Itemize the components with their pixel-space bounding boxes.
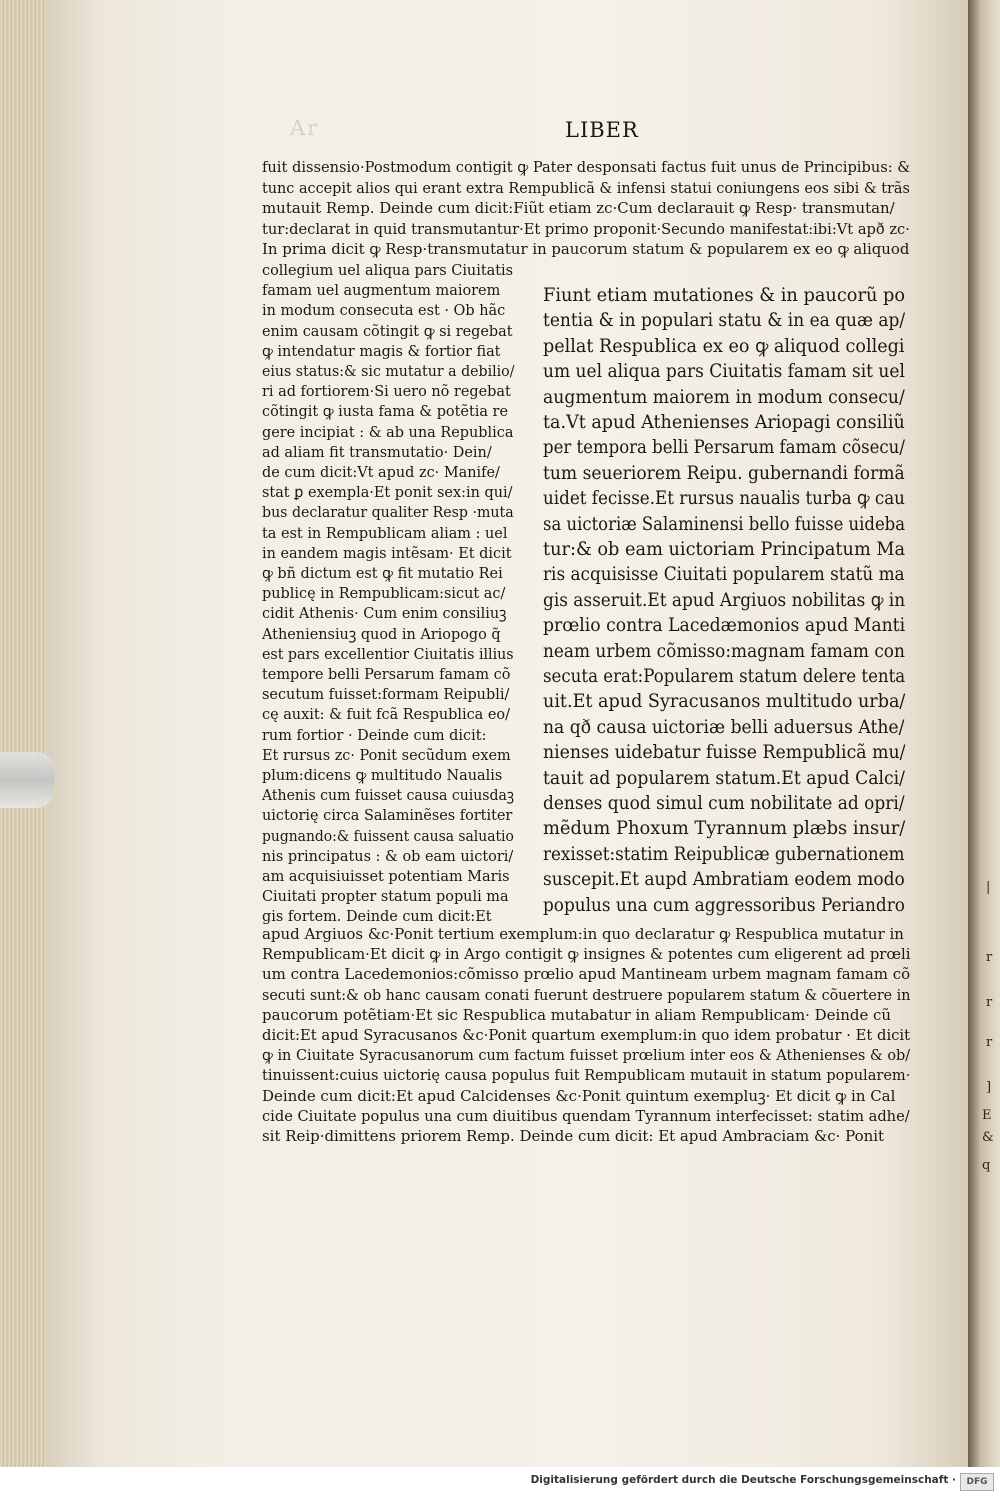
commentary-line: fuit dissensio·Postmodum contigit ꝙ Pater desponsati factus fuit unus de Principibus: & — [262, 158, 911, 176]
commentary-line: rum fortior · Deinde cum dicit: — [262, 725, 487, 744]
facing-page-fragment: ] — [986, 1080, 992, 1095]
commentary-line: mutauit Remp. Deinde cum dicit:Fiũt etiam zc·Cum declarauit ꝙ Resp· transmutan/ — [262, 199, 895, 217]
text-line: augmentum maiorem in modum consecu/ — [543, 386, 905, 408]
text-line: per tempora belli Persarum famam cõsecu/ — [543, 437, 905, 459]
commentary-line: Rempublicam·Et dicit ꝙ in Argo contigit ꝙ insignes & potentes cum eligerent ad prœli — [262, 945, 911, 964]
commentary-line: stat ꝑ exempla·Et ponit sex:in qui/ — [262, 483, 513, 502]
facing-page-edge — [968, 0, 1000, 1467]
commentary-line: gere incipiat : & ab una Republica — [262, 422, 514, 441]
commentary-line: cõtingit ꝙ iusta fama & potẽtia re — [262, 402, 509, 421]
commentary-line: cę auxit: & fuit fcã Respublica eo/ — [262, 705, 510, 724]
text-line: nienses uidebatur fuisse Rempublicã mu/ — [543, 742, 906, 764]
commentary-line: de cum dicit:Vt apud zc· Manife/ — [262, 463, 500, 481]
text-line: tum seueriorem Reipu. gubernandi formã — [543, 462, 905, 484]
facing-page-fragment: E — [982, 1108, 992, 1123]
commentary-line: tempore belli Persarum famam cõ — [262, 665, 511, 683]
commentary-line: plum:dicens ꝙ multitudo Naualis — [262, 766, 503, 784]
commentary-line: sit Reip·dimittens priorem Remp. Deinde cum dicit: Et apud Ambraciam &c· Ponit — [262, 1127, 885, 1145]
commentary-line: ta est in Rempublicam aliam : uel — [262, 523, 508, 542]
commentary-line: ꝙ intendatur magis & fortior fiat — [262, 341, 501, 360]
commentary-line: am acquisiuisset potentiam Maris — [262, 867, 510, 885]
text-line: um uel aliqua pars Ciuitatis famam sit uel — [543, 361, 905, 383]
commentary-line: tinuissent:cuius uictorię causa populus fuit Rempublicam mutauit in statum popularem· — [262, 1066, 911, 1085]
text-line: pellat Respublica ex eo ꝙ aliquod collegi — [543, 335, 905, 357]
text-line: ris acquisisse Ciuitati popularem statũ ma — [543, 564, 905, 586]
facing-page-fragment: & — [982, 1130, 994, 1145]
commentary-line: apud Argiuos &c·Ponit tertium exemplum:in quo declaratur ꝙ Respublica mutatur in — [262, 925, 904, 943]
commentary-line: tur:declarat in quid transmutantur·Et primo proponit·Secundo manifestat:ibi:Vt apð zc· — [262, 219, 910, 238]
text-line: rexisset:statim Reipublicæ gubernationem — [543, 843, 905, 865]
facing-page-fragment: | — [986, 880, 991, 895]
commentary-line: est pars excellentior Ciuitatis illius — [262, 644, 514, 663]
commentary-line: collegium uel aliqua pars Ciuitatis — [262, 261, 514, 279]
commentary-line: ad aliam fit transmutatio· Dein/ — [262, 442, 492, 461]
running-head: LIBER — [565, 118, 639, 142]
book-page-edges — [0, 0, 48, 1467]
commentary-line: ri ad fortiorem·Si uero nõ regebat — [262, 382, 511, 401]
commentary-line: ꝙ bñ dictum est ꝙ fit mutatio Rei — [262, 564, 503, 582]
footer-bar — [0, 1467, 1000, 1496]
page-clip — [0, 752, 54, 808]
text-line: tentia & in populari statu & in ea quæ ap/ — [543, 310, 906, 332]
text-line: uidet fecisse.Et rursus naualis turba ꝙ cau — [543, 488, 905, 510]
commentary-line: eius status:& sic mutatur a debilio/ — [262, 362, 515, 380]
text-line: tur:& ob eam uictoriam Principatum Ma — [543, 539, 906, 560]
commentary-line: in modum consecuta est · Ob hãc — [262, 301, 506, 320]
commentary-line: Atheniensiuꝫ quod in Ariopogo q̃ — [262, 624, 501, 643]
text-line: tauit ad popularem statum.Et apud Calci/ — [543, 767, 905, 789]
text-line: na qð causa uictoriæ belli aduersus Athe/ — [543, 716, 905, 738]
commentary-line: cide Ciuitate populus una cum diuitibus quendam Tyrannum interfecisset: statim adhe/ — [262, 1106, 910, 1125]
commentary-line: famam uel augmentum maiorem — [262, 281, 501, 300]
facing-page-fragment: r — [986, 995, 993, 1010]
commentary-line: in eandem magis intẽsam· Et dicit — [262, 543, 512, 562]
commentary-line: secutum fuisset:formam Reipubli/ — [262, 685, 510, 704]
text-line: populus una cum aggressoribus Periandro — [543, 894, 905, 916]
commentary-line: paucorum potẽtiam·Et sic Respublica mutabatur in aliam Rempublicam· Deinde cũ — [262, 1005, 892, 1024]
commentary-line: enim causam cõtingit ꝙ si regebat — [262, 321, 513, 340]
commentary-line: In prima dicit ꝙ Resp·transmutatur in paucorum statum & popularem ex eo ꝙ aliquod — [262, 240, 910, 258]
show-through-text: Ar — [290, 116, 320, 140]
text-line: suscepit.Et aupd Ambratiam eodem modo — [543, 869, 905, 891]
funding-credit: Digitalisierung gefördert durch die Deutsche Forschungsgemeinschaft · — [530, 1474, 956, 1486]
commentary-line: Deinde cum dicit:Et apud Calcidenses &c·Ponit quintum exempluꝫ· Et dicit ꝙ in Cal — [262, 1086, 896, 1105]
commentary-line: nis principatus : & ob eam uictori/ — [262, 846, 514, 865]
commentary-line: gis fortem. Deinde cum dicit:Et — [262, 907, 492, 926]
text-line: uit.Et apud Syracusanos multitudo urba/ — [543, 691, 906, 713]
commentary-line: publicę in Rempublicam:sicut ac/ — [262, 584, 506, 603]
commentary-line: dicit:Et apud Syracusanos &c·Ponit quartum exemplum:in quo idem probatur · Et dicit — [262, 1026, 911, 1044]
commentary-line: um contra Lacedemonios:cõmisso prœlio apud Mantineam urbem magnam famam cõ — [262, 965, 911, 984]
commentary-line: tunc accepit alios qui erant extra Rempublicã & infensi statui coniungens eos sibi & trãs — [262, 178, 910, 197]
text-line: sa uictoriæ Salaminensi bello fuisse uideba — [543, 513, 906, 535]
commentary-line: ꝙ in Ciuitate Syracusanorum cum factum fuisset prœlium inter eos & Athenienses & ob/ — [262, 1046, 911, 1065]
facing-page-fragment: q — [982, 1158, 991, 1173]
commentary-line: secuti sunt:& ob hanc causam conati fuerunt destruere popularem statum & cõuertere in — [262, 985, 911, 1004]
facing-page-fragment: r — [986, 950, 993, 965]
commentary-line: Ciuitati propter statum populi ma — [262, 887, 509, 906]
commentary-line: uictorię circa Salaminẽses fortiter — [262, 806, 513, 825]
text-line: mẽdum Phoxum Tyrannum plæbs insur/ — [543, 818, 906, 840]
text-line: prœlio contra Lacedæmonios apud Manti — [543, 615, 906, 637]
text-line: neam urbem cõmisso:magnam famam con — [543, 640, 905, 662]
commentary-line: pugnando:& fuissent causa saluatio — [262, 826, 514, 845]
commentary-line: Athenis cum fuisset causa cuiusdaꝫ — [262, 786, 515, 805]
commentary-line: Et rursus zc· Ponit secũdum exem — [262, 745, 511, 764]
text-line: secuta erat:Popularem statum delere tenta — [543, 666, 906, 687]
commentary-line: cidit Athenis· Cum enim consiliuꝫ — [262, 604, 507, 623]
facing-page-fragment: r — [986, 1035, 993, 1050]
text-line: denses quod simul cum nobilitate ad opri/ — [543, 793, 905, 814]
commentary-line: bus declaratur qualiter Resp ·muta — [262, 503, 514, 522]
text-line: ta.Vt apud Athenienses Ariopagi consiliũ — [543, 412, 905, 433]
text-line: Fiunt etiam mutationes & in paucorũ po — [543, 285, 906, 306]
dfg-logo: DFG — [960, 1473, 994, 1491]
text-line: gis asseruit.Et apud Argiuos nobilitas ꝙ in — [543, 589, 906, 611]
